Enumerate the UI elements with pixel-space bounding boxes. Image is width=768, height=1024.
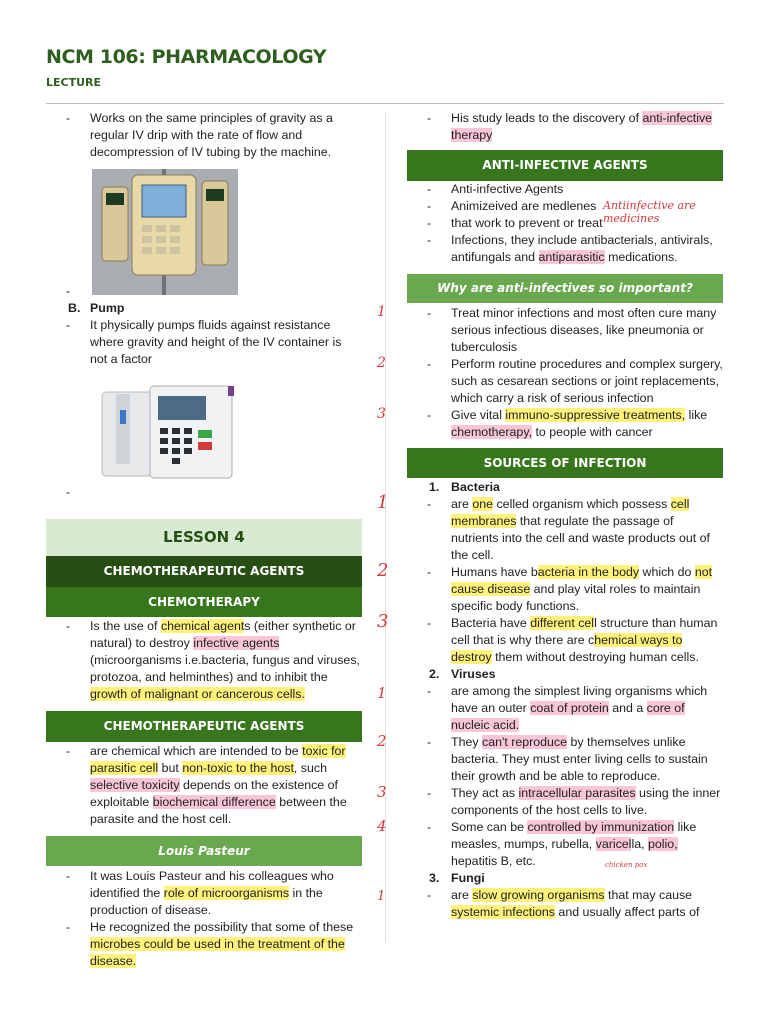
text: Perform routine procedures and complex surgery, such as cesarean sections or joint replacements, which carry a risk of serious infection — [451, 357, 723, 405]
lesson-banner: LESSON 4 — [46, 519, 362, 556]
highlight-pink: chemotherapy, — [451, 425, 533, 439]
highlight-yellow: hemical ways to destroy — [451, 633, 683, 664]
margin-mark: - 1 — [377, 304, 386, 320]
viruses-label: Viruses — [451, 667, 496, 681]
pump-number: B. — [68, 301, 81, 315]
chemotherapy-header: CHEMOTHERAPY — [46, 587, 362, 617]
text: using the inner components of the host cells to live. — [451, 786, 721, 817]
highlight-yellow: acteria in the body — [537, 565, 640, 579]
why-header: Why are anti-infectives so important? — [407, 274, 723, 303]
bacteria-bullet-2 — [377, 560, 723, 615]
highlight-yellow: toxic for parasitic cell — [90, 744, 346, 775]
text: He recognized the possibility that some of these — [90, 920, 354, 934]
infusion-pump-image — [94, 382, 234, 482]
text: are — [451, 888, 473, 902]
iv-pump-image — [92, 169, 238, 295]
chemo-agents-header-2: CHEMOTHERAPEUTIC AGENTS — [46, 711, 362, 742]
header-divider — [46, 103, 724, 104]
text: which do — [639, 565, 695, 579]
margin-mark: - 1 — [377, 684, 387, 702]
text: by themselves unlike bacteria. They must enter living cells to sustain their growth and be able to reproduce. — [451, 735, 708, 783]
highlight-yellow: different cel — [530, 616, 595, 630]
text: that regulate the passage of nutrients into the cell and waste products out of the cell. — [451, 514, 710, 562]
margin-mark: - 1 — [377, 889, 386, 904]
chemo-agents-header: CHEMOTHERAPEUTIC AGENTS — [46, 556, 362, 587]
document-subtitle: LECTURE — [46, 76, 102, 89]
margin-mark: - 2 — [377, 560, 389, 581]
margin-mark: - 2 — [377, 732, 387, 750]
highlight-yellow: non-toxic to the host — [182, 761, 294, 775]
study-bullet — [407, 110, 723, 144]
text: and play vital roles to maintain specific body functions. — [451, 582, 701, 613]
text: Give vital — [451, 408, 506, 422]
bacteria-heading — [407, 479, 723, 496]
highlight-pink: core of nucleic acid. — [451, 701, 685, 732]
text: in the production of disease. — [90, 886, 323, 917]
highlight-pink: infective agents — [193, 636, 280, 650]
highlight-yellow: chemical agent — [160, 619, 245, 633]
handwritten-note-antiinfective: Antiinfective are medicines — [603, 199, 696, 225]
why-bullet-2 — [377, 355, 723, 407]
text: but — [158, 761, 183, 775]
highlight-pink: selective toxicity — [90, 778, 180, 792]
bacteria-bullet-1 — [377, 492, 723, 564]
text: Treat minor infections and most often cure many serious infectious diseases, like pneumonia or tuberculosis — [451, 306, 717, 354]
viruses-bullet-2 — [377, 732, 723, 785]
text: Humans have b — [451, 565, 538, 579]
anti-item-last — [407, 232, 723, 266]
pump-label: Pump — [90, 301, 125, 315]
text: like — [685, 408, 708, 422]
highlight-yellow: slow growing organisms — [472, 888, 605, 902]
text: that may cause — [604, 888, 693, 902]
viruses-bullet-4 — [377, 817, 723, 870]
text: are — [451, 497, 473, 511]
bacteria-label: Bacteria — [451, 480, 500, 494]
highlight-pink: anti-infective therapy — [451, 111, 713, 142]
pump-heading — [46, 300, 362, 317]
text: them without destroying human cells. — [491, 650, 699, 664]
text: , such — [293, 761, 327, 775]
agents-definition — [46, 743, 362, 828]
margin-mark: - 3 — [377, 406, 386, 422]
highlight-yellow: role of microorganisms — [163, 886, 290, 900]
text: between the parasite and the host cell. — [90, 795, 347, 826]
margin-mark: - 3 — [377, 611, 389, 632]
text: like measles, mumps, rubella, — [451, 820, 697, 851]
highlight-pink: coat of protein — [530, 701, 609, 715]
text: are among the simplest living organisms which have an outer — [451, 684, 708, 715]
fungi-number: 3. — [429, 871, 440, 885]
chemotherapy-definition — [46, 618, 362, 703]
highlight-pink: controlled by immunization — [527, 820, 675, 834]
margin-mark: - 4 — [377, 817, 387, 835]
viruses-bullet-1 — [377, 683, 723, 734]
empty-bullet-2 — [46, 484, 362, 501]
text: Infections, they include antibacterials, antivirals, antifungals and — [451, 233, 713, 264]
text: Bacteria have — [451, 616, 531, 630]
fungi-label: Fungi — [451, 871, 485, 885]
highlight-yellow: cell membranes — [451, 497, 690, 528]
text: to people with cancer — [532, 425, 653, 439]
pasteur-bullet-2 — [46, 919, 362, 970]
sources-header: SOURCES OF INFECTION — [407, 448, 723, 478]
bacteria-number: 1. — [429, 480, 440, 494]
highlight-pink: biochemical difference — [152, 795, 276, 809]
text: It was Louis Pasteur and his colleagues who identified the — [90, 869, 334, 900]
highlight-pink: polio, — [647, 837, 678, 851]
highlight-yellow: growth of malignant or cancerous cells. — [90, 687, 305, 701]
margin-mark: - 3 — [377, 783, 387, 801]
highlight-pink: intracellular parasites — [518, 786, 636, 800]
pasteur-bullet-1 — [46, 868, 362, 919]
text: and usually affect parts of — [554, 905, 700, 919]
fungi-bullet-1 — [377, 887, 723, 921]
text: depends on the existence of exploitable — [90, 778, 338, 809]
viruses-heading — [407, 666, 723, 683]
highlight-yellow: not cause disease — [451, 565, 713, 596]
text: (microorganisms i.e.bacteria, fungus and viruses, protozoa, and helminthes) and to inhibit the — [90, 653, 360, 684]
bacteria-bullet-3 — [377, 611, 723, 666]
anti-item: - that work to prevent or treat — [407, 215, 723, 232]
anti-infective-header: ANTI-INFECTIVE AGENTS — [407, 150, 723, 181]
anti-infective-list — [407, 181, 723, 266]
viruses-bullet-3 — [377, 783, 723, 819]
text: medications. — [604, 250, 678, 264]
text: and a — [608, 701, 647, 715]
margin-mark: - 2 — [377, 355, 386, 371]
highlight-yellow: one — [472, 497, 494, 511]
margin-mark: - 1 — [377, 492, 389, 513]
text: They — [451, 735, 482, 749]
text: Is the use of — [90, 619, 161, 633]
highlight-pink: antiparasitic — [538, 250, 605, 264]
text: celled organism which possess — [493, 497, 671, 511]
highlight-yellow: immuno-suppressive treatments, — [505, 408, 686, 422]
gravity-bullet: - Works on the same principles of gravity as a regular IV drip with the rate of flow and decompression of IV tubing by the machine. — [46, 110, 362, 161]
highlight-yellow: microbes could be used in the treatment of the disease. — [90, 937, 345, 968]
left-column — [46, 110, 362, 970]
text: la, — [631, 837, 648, 851]
text: Some can be — [451, 820, 528, 834]
why-bullet-3 — [377, 406, 723, 441]
document-title: NCM 106: PHARMACOLOGY — [46, 46, 327, 68]
text: They act as — [451, 786, 519, 800]
fungi-heading — [407, 870, 723, 887]
right-column — [377, 110, 723, 921]
pasteur-header: Louis Pasteur — [46, 836, 362, 866]
highlight-pink: varicel — [595, 837, 632, 851]
anti-item: - Anti-infective Agents — [407, 181, 723, 198]
pump-bullet: - It physically pumps fluids against resistance where gravity and height of the IV container is not a factor — [46, 317, 362, 368]
text: His study leads to the discovery of — [451, 111, 643, 125]
text: hepatitis B, etc. — [451, 854, 536, 868]
text: s (either synthetic or natural) to destroy — [90, 619, 356, 650]
text: l structure than human cell that is why there are c — [451, 616, 718, 647]
empty-bullet-1 — [46, 283, 362, 300]
anti-item: - Animizeived are medlenes — [407, 198, 723, 215]
highlight-yellow: systemic infections — [451, 905, 555, 919]
viruses-number: 2. — [429, 667, 440, 681]
text: are chemical which are intended to be — [90, 744, 303, 758]
highlight-pink: can't reproduce — [482, 735, 568, 749]
handwritten-note-chickenpox: chicken pox — [605, 861, 648, 869]
why-bullet-1 — [377, 304, 723, 356]
